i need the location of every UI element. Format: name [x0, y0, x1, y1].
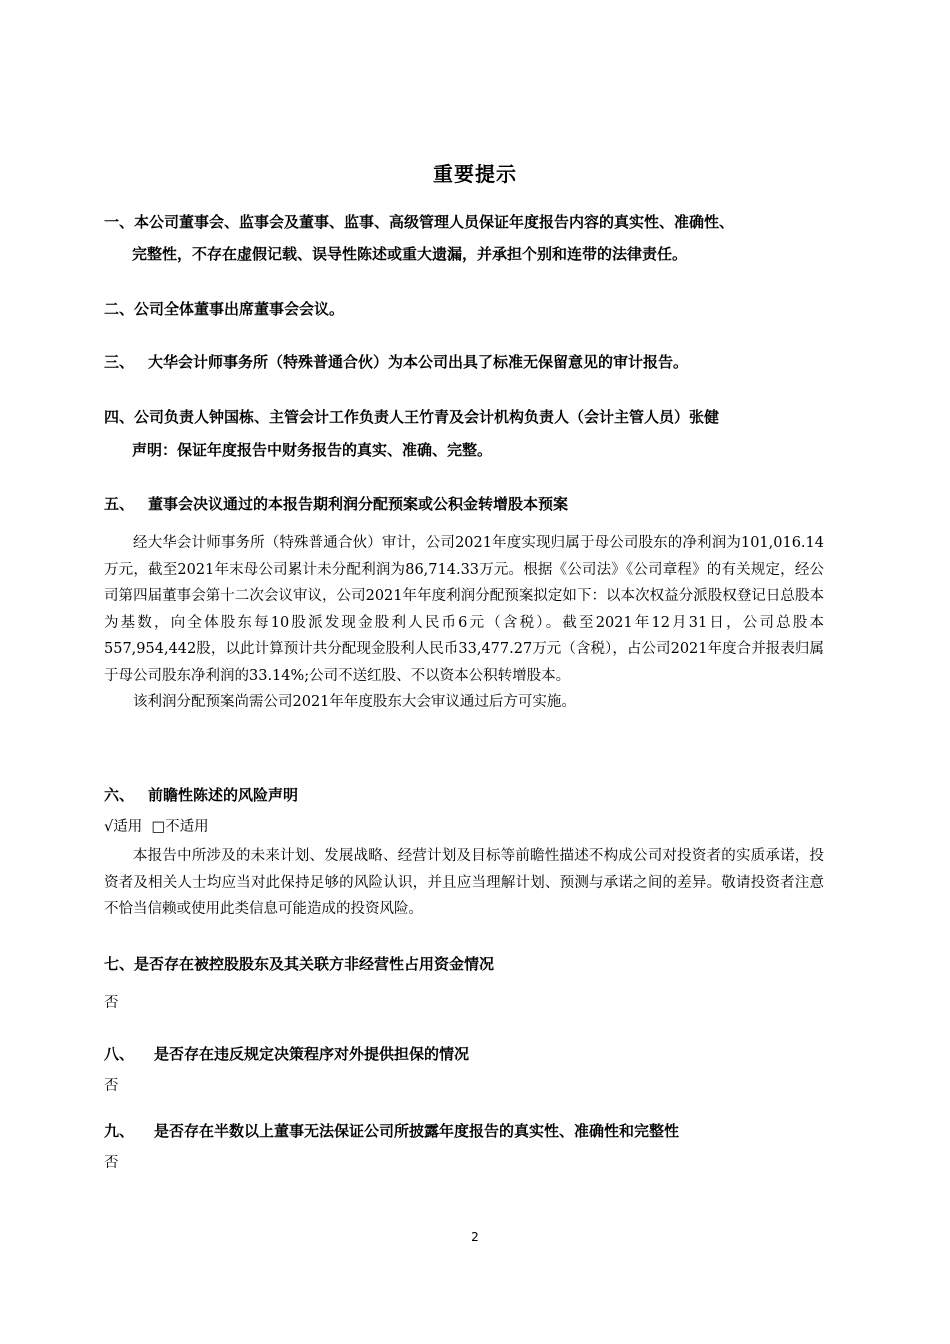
- section-9-heading: [104, 1116, 679, 1146]
- section-3-heading: [104, 347, 688, 377]
- page-title: 重要提示: [433, 162, 517, 186]
- section-number: 二、: [104, 300, 135, 318]
- section-number: 六、: [104, 786, 135, 804]
- section-text: 是否存在被控股股东及其关联方非经营性占用资金情况: [134, 955, 495, 973]
- dividend-paragraph: 经大华会计师事务所（特殊普通合伙）审计，公司2021年度实现归属于母公司股东的净利润为101,016.14万元，截至2021年末母公司累计未分配利润为86,714.33万元。根据《公司法》《公司章程》的有关规定，经公司第四届董事会第十二次会议审议，公司2021年年度利润分配预案拟定如下：以本次权益分派股权登记日总股本为基数，向全体股东每10股派发现金股利人民币6元（含税）。截至2021年12月31日，公司总股本557,954,442股，以此计算预计共分配现金股利人民币33,477.27万元（含税），占公司2021年度合并报表归属于母公司股东净利润的33.14%;公司不送红股、不以资本公积转增股本。: [104, 535, 824, 684]
- section-number: 四、: [104, 408, 135, 426]
- section-text: 是否存在违反规定决策程序对外提供担保的情况: [154, 1045, 470, 1063]
- section-7-heading: [104, 949, 494, 979]
- applicability-options: [104, 815, 209, 839]
- section-number: 五、: [104, 495, 135, 513]
- option-applicable-checked: √适用: [104, 819, 143, 835]
- section-text: 前瞻性陈述的风险声明: [148, 786, 299, 804]
- section-number: 三、: [104, 353, 135, 371]
- section-4-continuation: 声明：保证年度报告中财务报告的真实、准确、完整。: [132, 441, 493, 459]
- section-4-heading: [104, 402, 719, 432]
- section-number: 七、: [104, 955, 135, 973]
- page-number: 2: [471, 1230, 479, 1244]
- section-text: 董事会决议通过的本报告期利润分配预案或公积金转增股本预案: [148, 495, 569, 513]
- section-text: 大华会计师事务所（特殊普通合伙）为本公司出具了标准无保留意见的审计报告。: [148, 353, 689, 371]
- section-number: 一、: [104, 213, 135, 231]
- section-9-answer: 否: [104, 1155, 119, 1171]
- option-not-applicable: □不适用: [151, 819, 209, 835]
- section-7-answer: 否: [104, 995, 119, 1011]
- section-text: 公司全体董事出席董事会会议。: [134, 300, 345, 318]
- section-number: 九、: [104, 1122, 135, 1140]
- section-6-heading: [104, 780, 298, 810]
- risk-statement-paragraph: 本报告中所涉及的未来计划、发展战略、经营计划及目标等前瞻性描述不构成公司对投资者的实质承诺，投资者及相关人士均应当对此保持足够的风险认识，并且应当理解计划、预测与承诺之间的差异。敬请投资者注意不恰当信赖或使用此类信息可能造成的投资风险。: [104, 848, 824, 917]
- section-5-heading: [104, 489, 568, 519]
- section-text: 是否存在半数以上董事无法保证公司所披露年度报告的真实性、准确性和完整性: [154, 1122, 680, 1140]
- section-5-body: [104, 530, 824, 716]
- section-6-body: [104, 843, 824, 923]
- section-1-heading: [104, 207, 734, 237]
- approval-paragraph: 该利润分配预案尚需公司2021年年度股东大会审议通过后方可实施。: [133, 694, 576, 710]
- section-8-heading: [104, 1039, 469, 1069]
- section-text: 公司负责人钟国栋、主管会计工作负责人王竹青及会计机构负责人（会计主管人员）张健: [134, 408, 720, 426]
- section-number: 八、: [104, 1045, 135, 1063]
- section-8-answer: 否: [104, 1078, 119, 1094]
- section-1-continuation: 完整性，不存在虚假记载、误导性陈述或重大遗漏，并承担个别和连带的法律责任。: [132, 245, 688, 263]
- section-text: 本公司董事会、监事会及董事、监事、高级管理人员保证年度报告内容的真实性、准确性、: [134, 213, 735, 231]
- section-2-heading: [104, 294, 344, 324]
